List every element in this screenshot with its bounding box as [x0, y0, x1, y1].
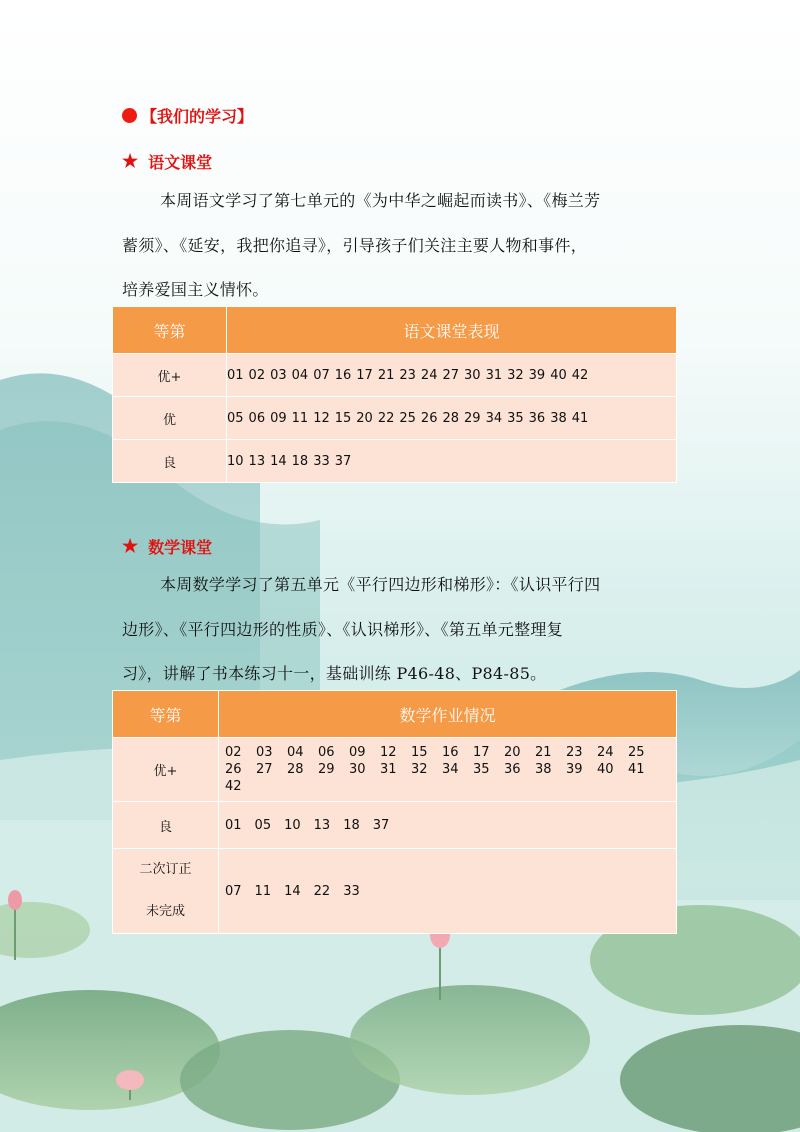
math-col2-header: 数学作业情况 [219, 691, 677, 738]
student-number: 37 [334, 453, 352, 469]
numbers-cell [219, 802, 677, 849]
student-number: 09 [270, 410, 287, 426]
student-number: 01 [225, 817, 242, 833]
chinese-col1-header: 等第 [113, 307, 227, 354]
student-number: 24 [597, 745, 614, 760]
student-number: 13 [248, 453, 266, 469]
student-number: 33 [313, 453, 330, 469]
student-number: 23 [399, 367, 416, 383]
student-number: 07 [313, 367, 330, 383]
student-number: 40 [597, 762, 614, 777]
math-col1-header: 等第 [113, 691, 219, 738]
student-number: 29 [464, 410, 481, 426]
student-number: 10 [227, 453, 244, 469]
student-number: 25 [628, 745, 645, 760]
student-number: 03 [256, 745, 273, 760]
student-number: 17 [356, 367, 373, 383]
student-number: 04 [291, 367, 309, 383]
student-number: 42 [225, 779, 242, 794]
chinese-para-line-2: 蓄须》、《延安，我把你追寻》，引导孩子们关注主要人物和事件， [122, 235, 588, 255]
chinese-para-line-1: 本周语文学习了第七单元的《为中华之崛起而读书》、《梅兰芳 [160, 191, 601, 210]
student-number: 05 [254, 817, 272, 833]
student-number: 33 [343, 883, 360, 899]
chinese-paragraph [122, 179, 682, 313]
student-number: 36 [504, 762, 521, 777]
red-dot-icon [122, 108, 137, 123]
table-row [113, 354, 677, 397]
table-row [113, 440, 677, 483]
student-number: 15 [334, 410, 352, 426]
student-number: 04 [287, 745, 304, 760]
student-number: 39 [566, 762, 583, 777]
grade-line-1: 二次订正 [139, 862, 192, 877]
student-number: 11 [291, 410, 309, 426]
numbers-cell [227, 440, 677, 483]
student-number: 28 [442, 410, 460, 426]
star-icon: ★ [122, 151, 139, 172]
section-heading-text: 【我们的学习】 [141, 107, 254, 126]
student-number: 24 [420, 367, 438, 383]
student-number: 32 [411, 762, 428, 777]
student-number: 30 [349, 762, 366, 777]
student-number: 17 [473, 745, 490, 760]
chinese-title [122, 150, 212, 173]
math-title [122, 535, 212, 558]
student-number: 10 [284, 817, 301, 833]
student-number: 21 [377, 367, 395, 383]
grade-cell: 优+ [113, 738, 219, 802]
math-para-line-1: 本周数学学习了第五单元《平行四边形和梯形》：《认识平行四 [160, 575, 601, 594]
student-number: 35 [507, 410, 524, 426]
student-number: 31 [485, 367, 503, 383]
student-number: 18 [291, 453, 309, 469]
chinese-table [112, 306, 677, 483]
numbers-cell [227, 397, 677, 440]
math-table [112, 690, 677, 934]
student-number: 27 [256, 762, 273, 777]
student-number: 21 [535, 745, 552, 760]
student-number: 41 [628, 762, 645, 777]
student-number: 22 [377, 410, 395, 426]
student-number: 18 [343, 817, 360, 833]
student-number: 34 [442, 762, 459, 777]
student-number: 16 [334, 367, 352, 383]
student-number: 34 [485, 410, 503, 426]
table-row [113, 802, 677, 849]
student-number: 26 [420, 410, 438, 426]
chinese-para-line-3: 培养爱国主义情怀。 [122, 280, 269, 299]
student-number: 06 [248, 410, 266, 426]
math-paragraph [122, 563, 682, 697]
student-number: 31 [380, 762, 397, 777]
student-number: 07 [225, 883, 242, 899]
student-number: 14 [284, 883, 301, 899]
student-number: 25 [399, 410, 416, 426]
grade-cell [113, 849, 219, 934]
numbers-cell [219, 849, 677, 934]
student-number: 12 [380, 745, 397, 760]
section-heading [122, 104, 253, 127]
chinese-col2-header: 语文课堂表现 [227, 307, 677, 354]
student-number: 38 [550, 410, 567, 426]
grade-cell: 优 [113, 397, 227, 440]
table-row [113, 738, 677, 802]
student-number: 02 [225, 745, 242, 760]
student-number: 35 [473, 762, 490, 777]
math-para-line-3: 习》，讲解了书本练习十一，基础训练 P46-48、P84-85。 [122, 664, 547, 683]
student-number: 12 [313, 410, 330, 426]
grade-line-2: 未完成 [145, 904, 185, 919]
student-number: 15 [411, 745, 428, 760]
student-number: 22 [313, 883, 331, 899]
student-number: 27 [442, 367, 460, 383]
student-number: 16 [442, 745, 459, 760]
student-number: 30 [464, 367, 481, 383]
student-number: 39 [528, 367, 546, 383]
student-number: 03 [270, 367, 287, 383]
student-number: 41 [571, 410, 589, 426]
grade-cell: 良 [113, 440, 227, 483]
student-number: 29 [318, 762, 335, 777]
student-number: 09 [349, 745, 366, 760]
student-number: 36 [528, 410, 546, 426]
star-icon: ★ [122, 536, 139, 557]
table-row [113, 397, 677, 440]
math-para-line-2: 边形》、《平行四边形的性质》、《认识梯形》、《第五单元整理复 [122, 619, 564, 639]
student-number: 02 [248, 367, 266, 383]
student-number: 11 [254, 883, 272, 899]
student-number: 26 [225, 762, 242, 777]
student-number: 32 [507, 367, 524, 383]
student-number: 37 [372, 817, 390, 833]
student-number: 01 [227, 367, 244, 383]
student-number: 06 [318, 745, 335, 760]
chinese-title-text: 语文课堂 [148, 153, 213, 172]
student-number: 20 [356, 410, 373, 426]
numbers-cell [227, 354, 677, 397]
student-number: 14 [270, 453, 287, 469]
table-row [113, 849, 677, 934]
student-number: 13 [313, 817, 331, 833]
math-title-text: 数学课堂 [148, 538, 213, 557]
student-number: 23 [566, 745, 583, 760]
student-number: 28 [287, 762, 304, 777]
numbers-cell [219, 738, 677, 802]
grade-cell: 优+ [113, 354, 227, 397]
grade-cell: 良 [113, 802, 219, 849]
student-number: 42 [571, 367, 589, 383]
student-number: 05 [227, 410, 244, 426]
student-number: 20 [504, 745, 521, 760]
student-number: 38 [535, 762, 552, 777]
student-number: 40 [550, 367, 567, 383]
